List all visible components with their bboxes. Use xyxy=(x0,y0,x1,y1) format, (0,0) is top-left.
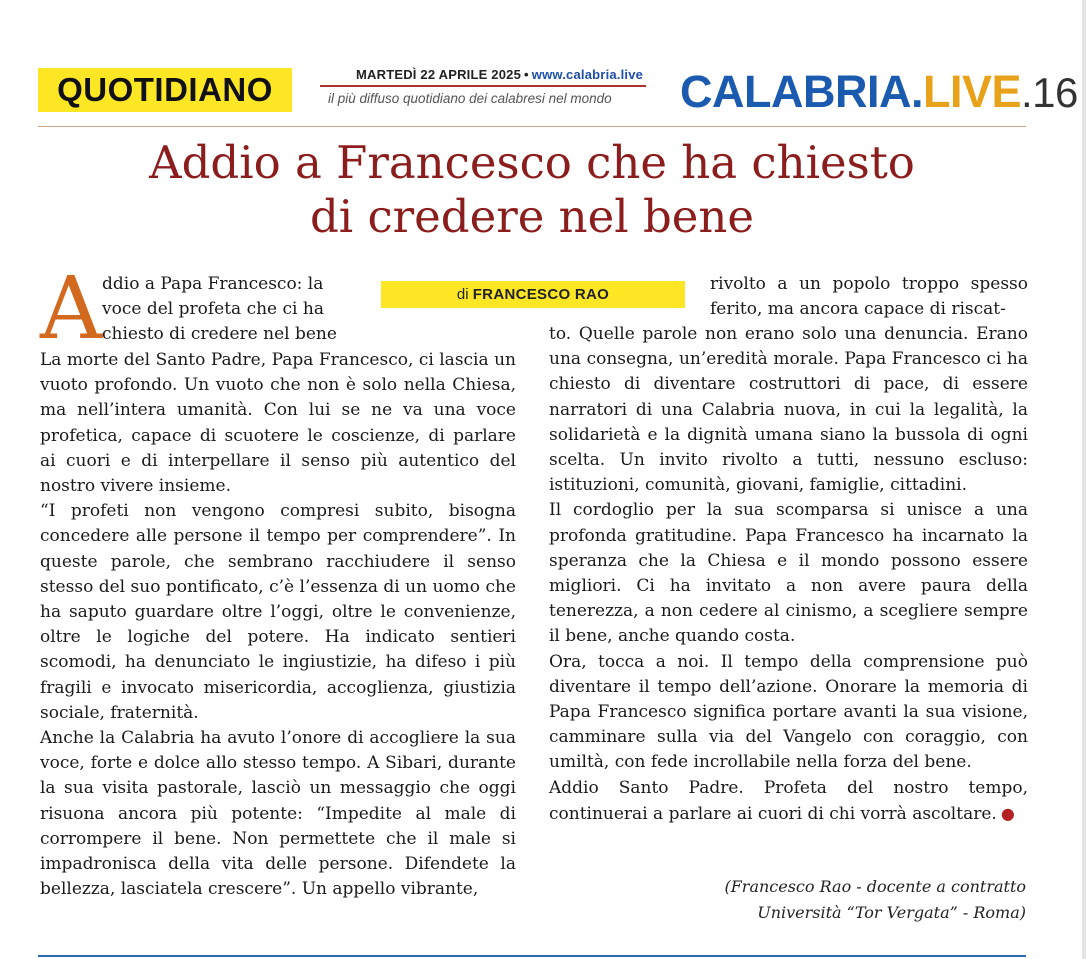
author-name: FRANCESCO RAO xyxy=(472,286,610,303)
headline-line-2: di credere nel bene xyxy=(309,190,755,243)
author-signature xyxy=(660,874,1026,926)
paragraph-final xyxy=(549,776,1028,827)
headline xyxy=(38,136,1026,244)
issue-info xyxy=(320,64,646,87)
site-url[interactable]: www.calabria.live xyxy=(531,67,644,82)
logo-part-live: LIVE xyxy=(922,66,1022,117)
paragraph: Anche la Calabria ha avuto l’onore di accogliere la sua voce, forte e dolce allo stesso tempo. A Sibari, durante la sua visita pastorale, lasciò un messaggio che oggi risuona ancora più potente: “Impedite al male di corrompere il bene. Non permettete che il male si impadronisca della vita delle persone. Difendete la bellezza, lasciatela crescere”. Un appello vibrante, xyxy=(40,728,516,900)
bottom-divider xyxy=(38,955,1026,957)
calabria-live-logo xyxy=(680,64,1078,120)
page-edge xyxy=(1082,0,1086,959)
masthead-meta xyxy=(320,64,646,106)
paragraph: La morte del Santo Padre, Papa Francesco, ci lascia un vuoto profondo. Un vuoto che non è solo nella Chiesa, ma nell’intera umanità. Con lui se ne va una voce profetica, capace di scuotere le coscienze, di parlare ai cuori e di interpellare il senso più autentico del nostro vivere insieme. xyxy=(40,350,516,497)
drop-cap: A xyxy=(40,259,103,359)
article-column-left xyxy=(40,348,516,902)
paragraph: “I profeti non vengono compresi subito, bisogna concedere alle persone il tempo per comprendere”. In queste parole, che sembrano racchiudere il senso stesso del suo pontificato, c’è l’essenza di un uomo che ha saputo guardare oltre l’oggi, oltre le convenienze, oltre le logiche del potere. Ha indicato sentieri scomodi, ha denunciato le ingiustizie, ha difeso i più fragili e invocato misericordia, accoglienza, giustizia sociale, fraternità. xyxy=(40,501,516,723)
final-text: Addio Santo Padre. Profeta del nostro tempo, continuerai a parlare ai cuori di chi vorrà ascoltare. xyxy=(549,777,1028,824)
lead-text: ddio a Papa Francesco: la voce del profeta che ci ha chiesto di credere nel bene xyxy=(102,274,337,345)
logo-part-calabria: CALABRIA. xyxy=(680,66,923,117)
tagline: il più diffuso quotidiano dei calabresi nel mondo xyxy=(328,91,612,106)
byline xyxy=(381,281,685,308)
issue-date: MARTEDÌ 22 APRILE 2025 xyxy=(356,67,522,82)
byline-prefix: di xyxy=(456,286,469,303)
article-column-right xyxy=(549,322,1028,827)
quotidiano-logo: QUOTIDIANO xyxy=(38,68,292,112)
paragraph: Ora, tocca a noi. Il tempo della comprensione può diventare il tempo dell’azione. Onorare la memoria di Papa Francesco significa portare avanti la sua visione, camminare sulla via del Vangelo con coraggio, con umiltà, con fede incrollabile nella forza del bene. xyxy=(549,651,1028,773)
signature-line-2: Università “Tor Vergata” - Roma) xyxy=(757,903,1026,922)
headline-line-1: Addio a Francesco che ha chiesto xyxy=(149,136,915,189)
masthead-divider xyxy=(38,126,1026,127)
column-right-top: rivolto a un popolo troppo spesso ferito, ma ancora capace di riscat- xyxy=(710,274,1028,320)
masthead xyxy=(38,64,1078,126)
signature-line-1: (Francesco Rao - docente a contratto xyxy=(724,877,1026,896)
paragraph: Il cordoglio per la sua scomparsa si unisce a una profonda gratitudine. Papa Francesco ha incarnato la speranza che la Chiesa e il mondo possono essere migliori. Ci ha invitato a non avere paura della tenerezza, a non cedere al cinismo, a scegliere sempre il bene, anche quando costa. xyxy=(549,500,1028,647)
separator-dot: • xyxy=(524,67,529,82)
paragraph: to. Quelle parole non erano solo una denuncia. Erano una consegna, un’eredità morale. Papa Francesco ci ha chiesto di diventare costruttori di pace, di essere narratori di una Calabria nuova, in cui la legalità, la solidarietà e la dignità umana siano la bussola di ogni scelta. Un invito rivolto a tutti, nessuno escluso: istituzioni, comunità, giovani, famiglie, cittadini. xyxy=(549,324,1028,496)
end-mark-icon: ● xyxy=(1000,803,1015,823)
page-number: .16 xyxy=(1021,69,1078,116)
